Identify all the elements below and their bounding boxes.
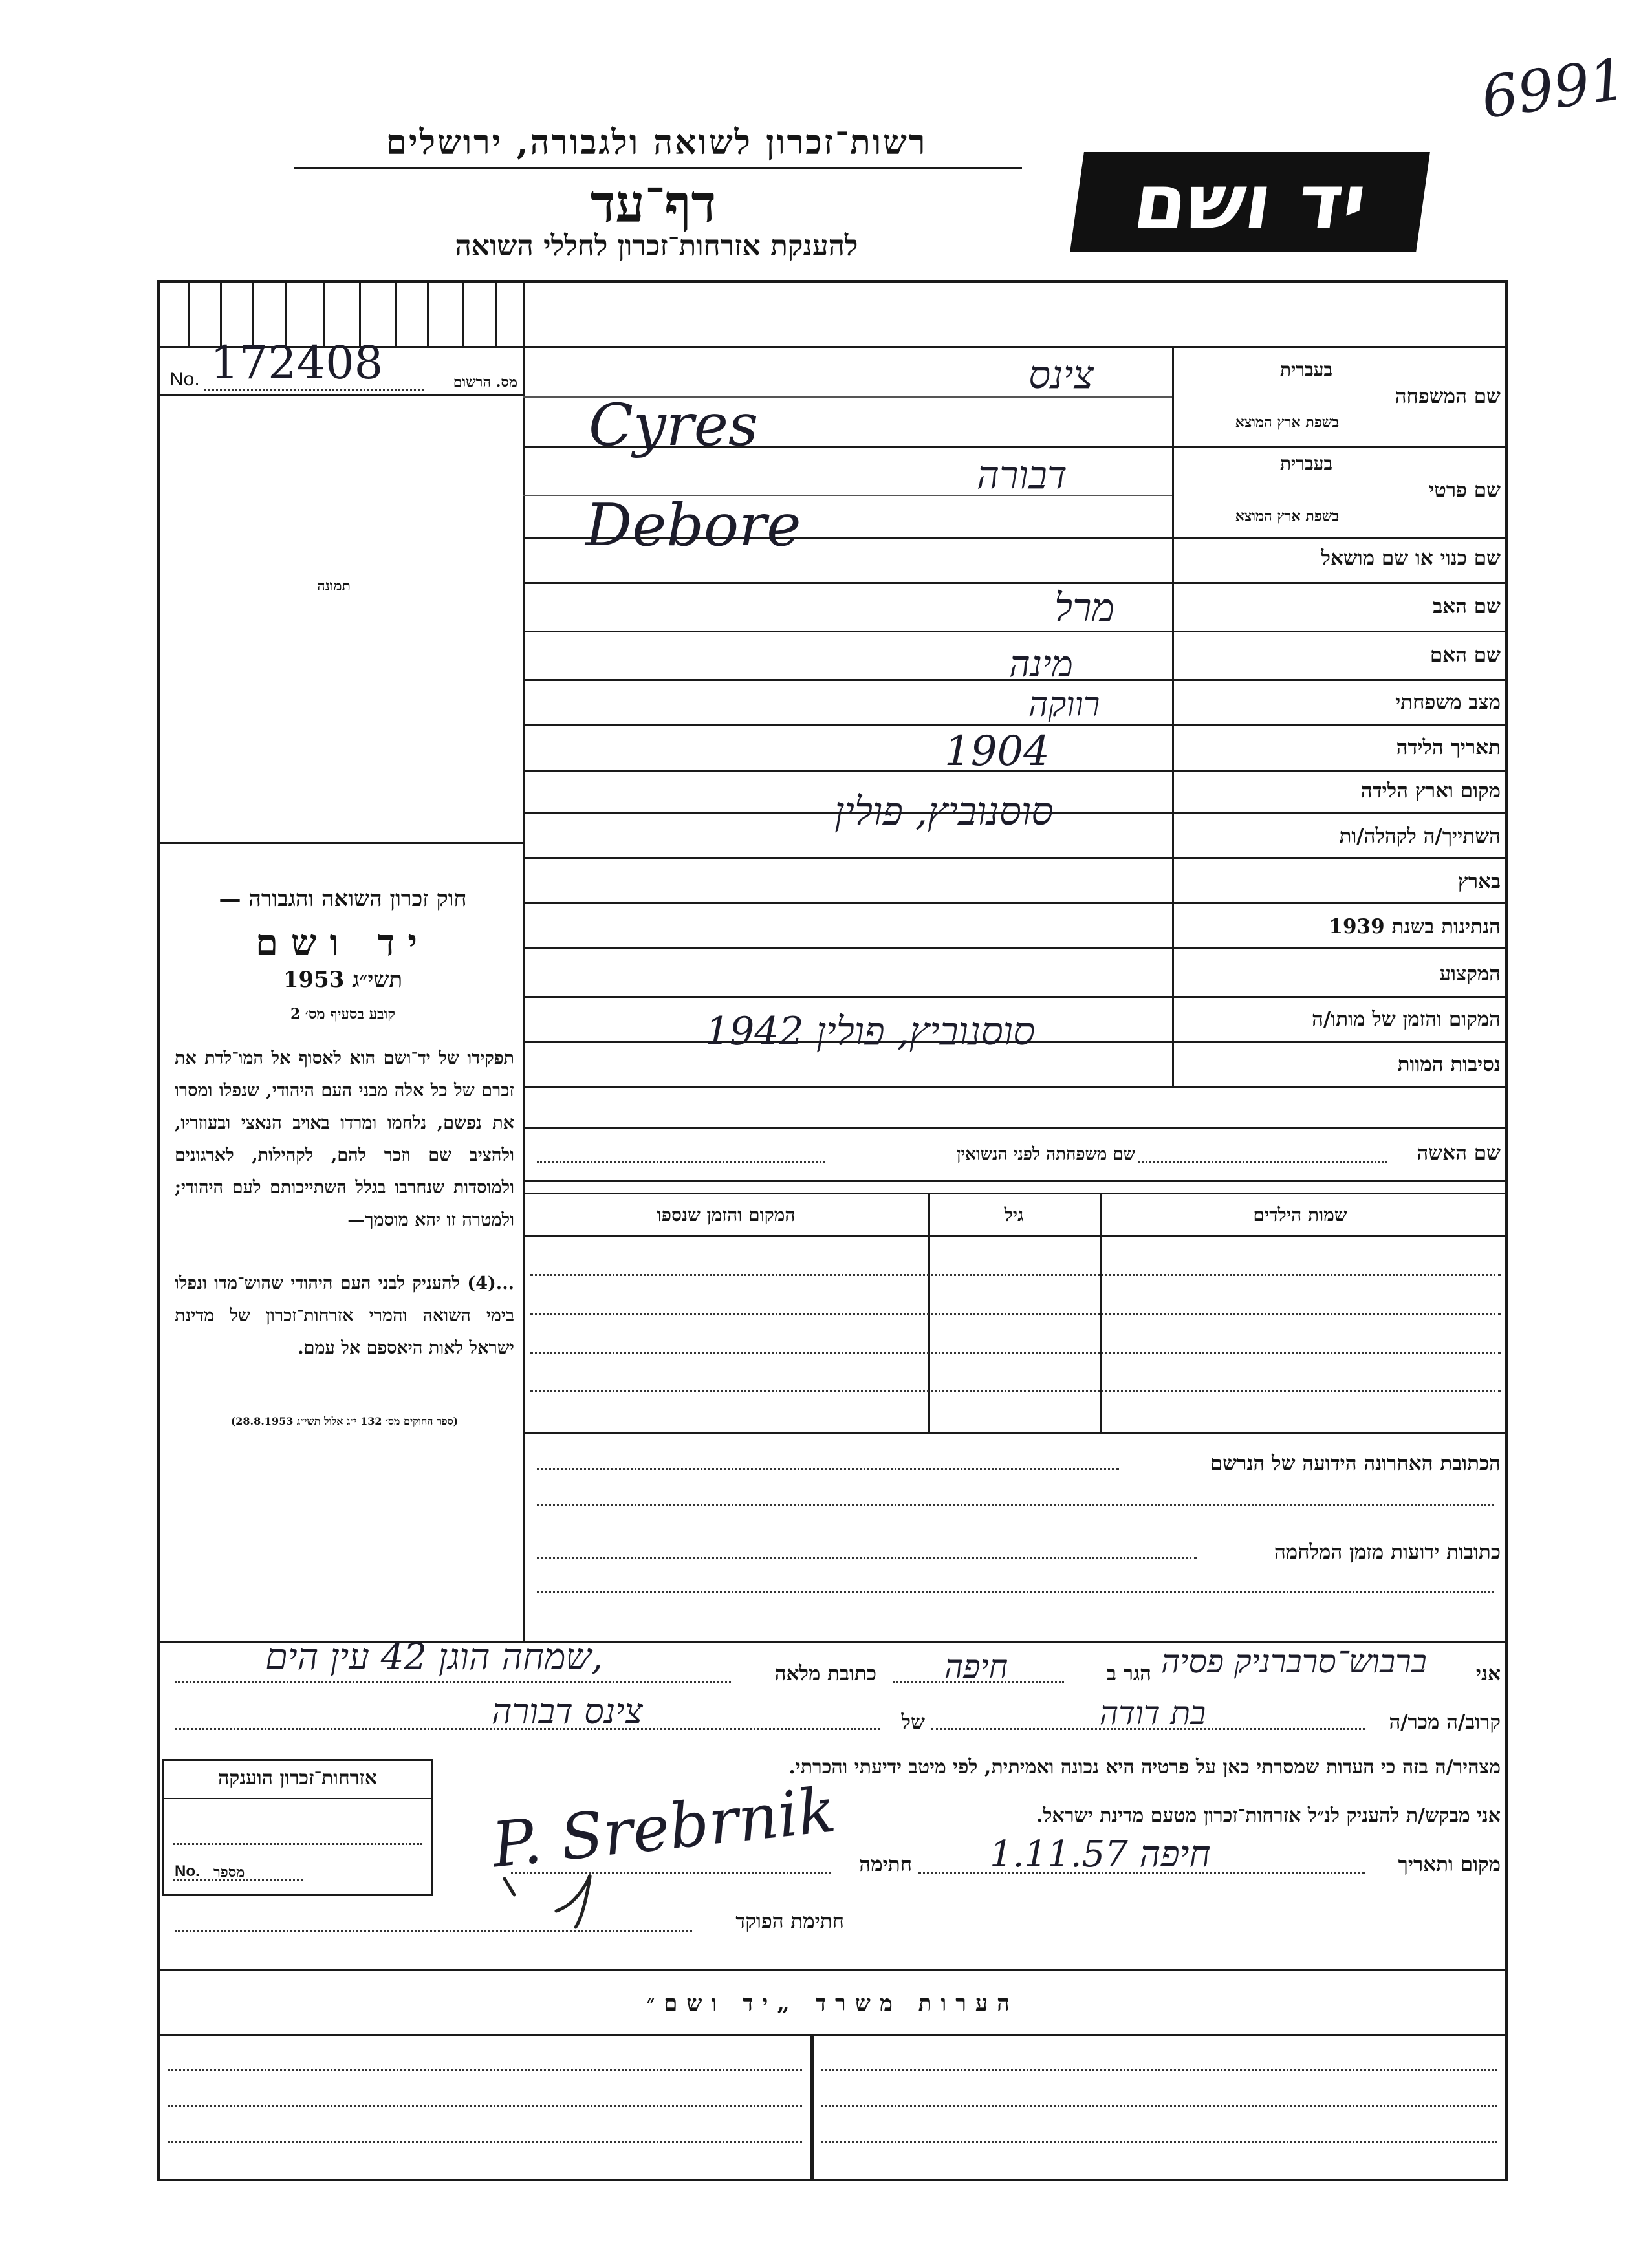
declarant-city: חיפה <box>944 1648 1008 1685</box>
declaration-text: מצהיר/ה בזה כי העדות שמסרתי כאן על פרטיה היא נכונה ואמיתית, לפי מיטב ידיעתי והכרתי. <box>788 1756 1501 1778</box>
children-header-age: גיל <box>1004 1204 1024 1226</box>
address-label: כתובת מלאה <box>774 1662 876 1685</box>
given-hebrew-value: דבורה <box>977 453 1067 498</box>
citizenship-box-title: אזרחות־זכרון הוענקה <box>217 1767 378 1789</box>
last-address-label: הכתובת האחרונה הידועה של הנרשם <box>1210 1452 1501 1475</box>
birth-date-label: תאריך הלידה <box>1396 736 1501 759</box>
registration-number: 172408 <box>210 336 384 389</box>
place-date-label: מקום ותאריך <box>1398 1853 1501 1876</box>
form-title: דף־עד <box>590 173 717 234</box>
citizenship-no-label: No. <box>175 1863 200 1880</box>
relative-label: קרוב/ה מכר/ה <box>1389 1711 1501 1734</box>
photo-label: תמונה <box>317 578 351 594</box>
given-origin-label: בשפת ארץ המוצא <box>1235 508 1339 524</box>
surname-label: שם המשפחה <box>1395 385 1501 408</box>
wartime-address-line <box>537 1557 1197 1559</box>
law-citation: (ספר החוקים מס׳ 132 י״ג אלול תשי״ג 28.8.1953) <box>230 1415 459 1427</box>
surname-hebrew-value: צינס <box>1028 352 1094 398</box>
archive-number: 6991 <box>1477 45 1630 132</box>
form-subtitle: להענקת אזרחות־זכרון לחללי השואה <box>455 230 858 263</box>
mother-label: שם האם <box>1429 643 1501 667</box>
authority-line: רשות־זכרון לשואה ולגבורה, ירושלים <box>386 123 928 162</box>
officer-signature-label: חתימת הפוקד <box>735 1910 844 1933</box>
citizenship-label: הנתינות בשנת 1939 <box>1329 915 1501 938</box>
given-name-label: שם פרטי <box>1428 479 1501 502</box>
declarant-name: ברבוש־סרברניק פסיה <box>1161 1643 1427 1680</box>
birth-place-value: סוסנוביץ, פולין <box>834 789 1054 834</box>
law-paragraph-1: תפקידו של יד־ושם הוא לאסוף אל המו־לדת את זכרם של כל אלה מבני העם היהודי, שנפלו ומסרו את נפשם, נלחמו ומרדו באויב הנאצי ובעוזריו, ולהציב שם וזכר להם, לקהילות, לארגונים ולמוסדות שנחרבו בגלל השתייכותם לעם היהודי; ולמטרה זו יהא מוסמך— <box>175 1048 514 1230</box>
citizenship-number-label: מספר <box>213 1864 245 1881</box>
surname-origin-value: Cyres <box>589 391 759 459</box>
signature-label: חתימה <box>859 1853 912 1876</box>
birth-place-label: מקום וארץ הלידה <box>1360 779 1501 803</box>
maiden-name-label: שם משפחתה לפני הנשואין <box>956 1145 1135 1164</box>
father-label: שם האב <box>1433 595 1501 618</box>
relation-value: בת דודה <box>1100 1694 1206 1732</box>
authority-underline <box>294 167 1022 169</box>
officer-signature <box>479 1866 647 1937</box>
wife-label: שם האשה <box>1417 1141 1501 1165</box>
law-section: קובע בסעיף מס׳ 2 <box>290 1006 396 1022</box>
children-header-names: שמות הילדים <box>1253 1204 1347 1226</box>
children-header-place: המקום והזמן שנספו <box>657 1204 796 1226</box>
registration-label: מס. הרשום <box>453 374 517 391</box>
death-place-label: המקום והזמן של מותו/ה <box>1312 1008 1501 1031</box>
surname-hebrew-label: בעברית <box>1279 359 1332 380</box>
wartime-address-label: כתובות ידועות מזמן המלחמה <box>1274 1540 1501 1564</box>
wife-value-line <box>1138 1161 1387 1163</box>
last-address-line <box>537 1468 1119 1470</box>
registration-no-label: No. <box>169 369 200 390</box>
yad-vashem-logo <box>1070 152 1430 252</box>
given-origin-value: Debore <box>585 491 801 559</box>
marital-label: מצב משפחתי <box>1395 691 1501 714</box>
request-text: אני מבקש/ת להעניק לנ״ל אזרחות־זכרון מטעם מדינת ישראל. <box>1036 1804 1501 1827</box>
place-date-value: חיפה 1.11.57 <box>990 1833 1211 1875</box>
maiden-value-line <box>537 1161 825 1163</box>
law-name: יד ושם <box>255 922 431 964</box>
marital-value: רווקה <box>1028 686 1100 724</box>
country-label: בארץ <box>1457 870 1501 893</box>
given-hebrew-label: בעברית <box>1279 453 1332 474</box>
law-year: תשי״ג 1953 <box>283 967 403 993</box>
declarant-address: שמחה הוגן 42 עין הים, <box>265 1636 603 1678</box>
profession-label: המקצוע <box>1439 962 1501 986</box>
of-label: של <box>901 1711 925 1734</box>
surname-origin-label: בשפת ארץ המוצא <box>1235 414 1339 431</box>
declarant-i-label: אני <box>1475 1662 1501 1685</box>
death-place-value: סוסנוביץ, פולין 1942 <box>705 1009 1036 1054</box>
mother-value: מינה <box>1009 643 1073 686</box>
law-paragraph-2: ...(4) להעניק לבני העם היהודי שהוש־מדו ונפלו בימי השואה והמרי אזרחות־זכרון של מדינת ישראל לאות היאספם אל עמם. <box>175 1273 514 1358</box>
declarant-signature: P. Srebrnik <box>488 1773 840 1882</box>
birth-date-value: 1904 <box>944 728 1050 775</box>
nickname-label: שם כנוי או שם מושאל <box>1321 546 1501 570</box>
father-value: מרל <box>1054 585 1115 631</box>
death-circumstances-label: נסיבות המוות <box>1397 1053 1501 1076</box>
logo-text: יד ושם <box>1128 157 1372 246</box>
community-label: השתייך/ה לקהלה/ות <box>1339 825 1501 848</box>
resides-label: הגר ב <box>1106 1662 1151 1685</box>
relative-name-value: צינס דבורה <box>492 1691 643 1732</box>
law-title: חוק זכרון השואה והגבורה — <box>219 886 467 912</box>
office-remarks-title: הערות משרד „יד ושם״ <box>646 1991 1019 2016</box>
